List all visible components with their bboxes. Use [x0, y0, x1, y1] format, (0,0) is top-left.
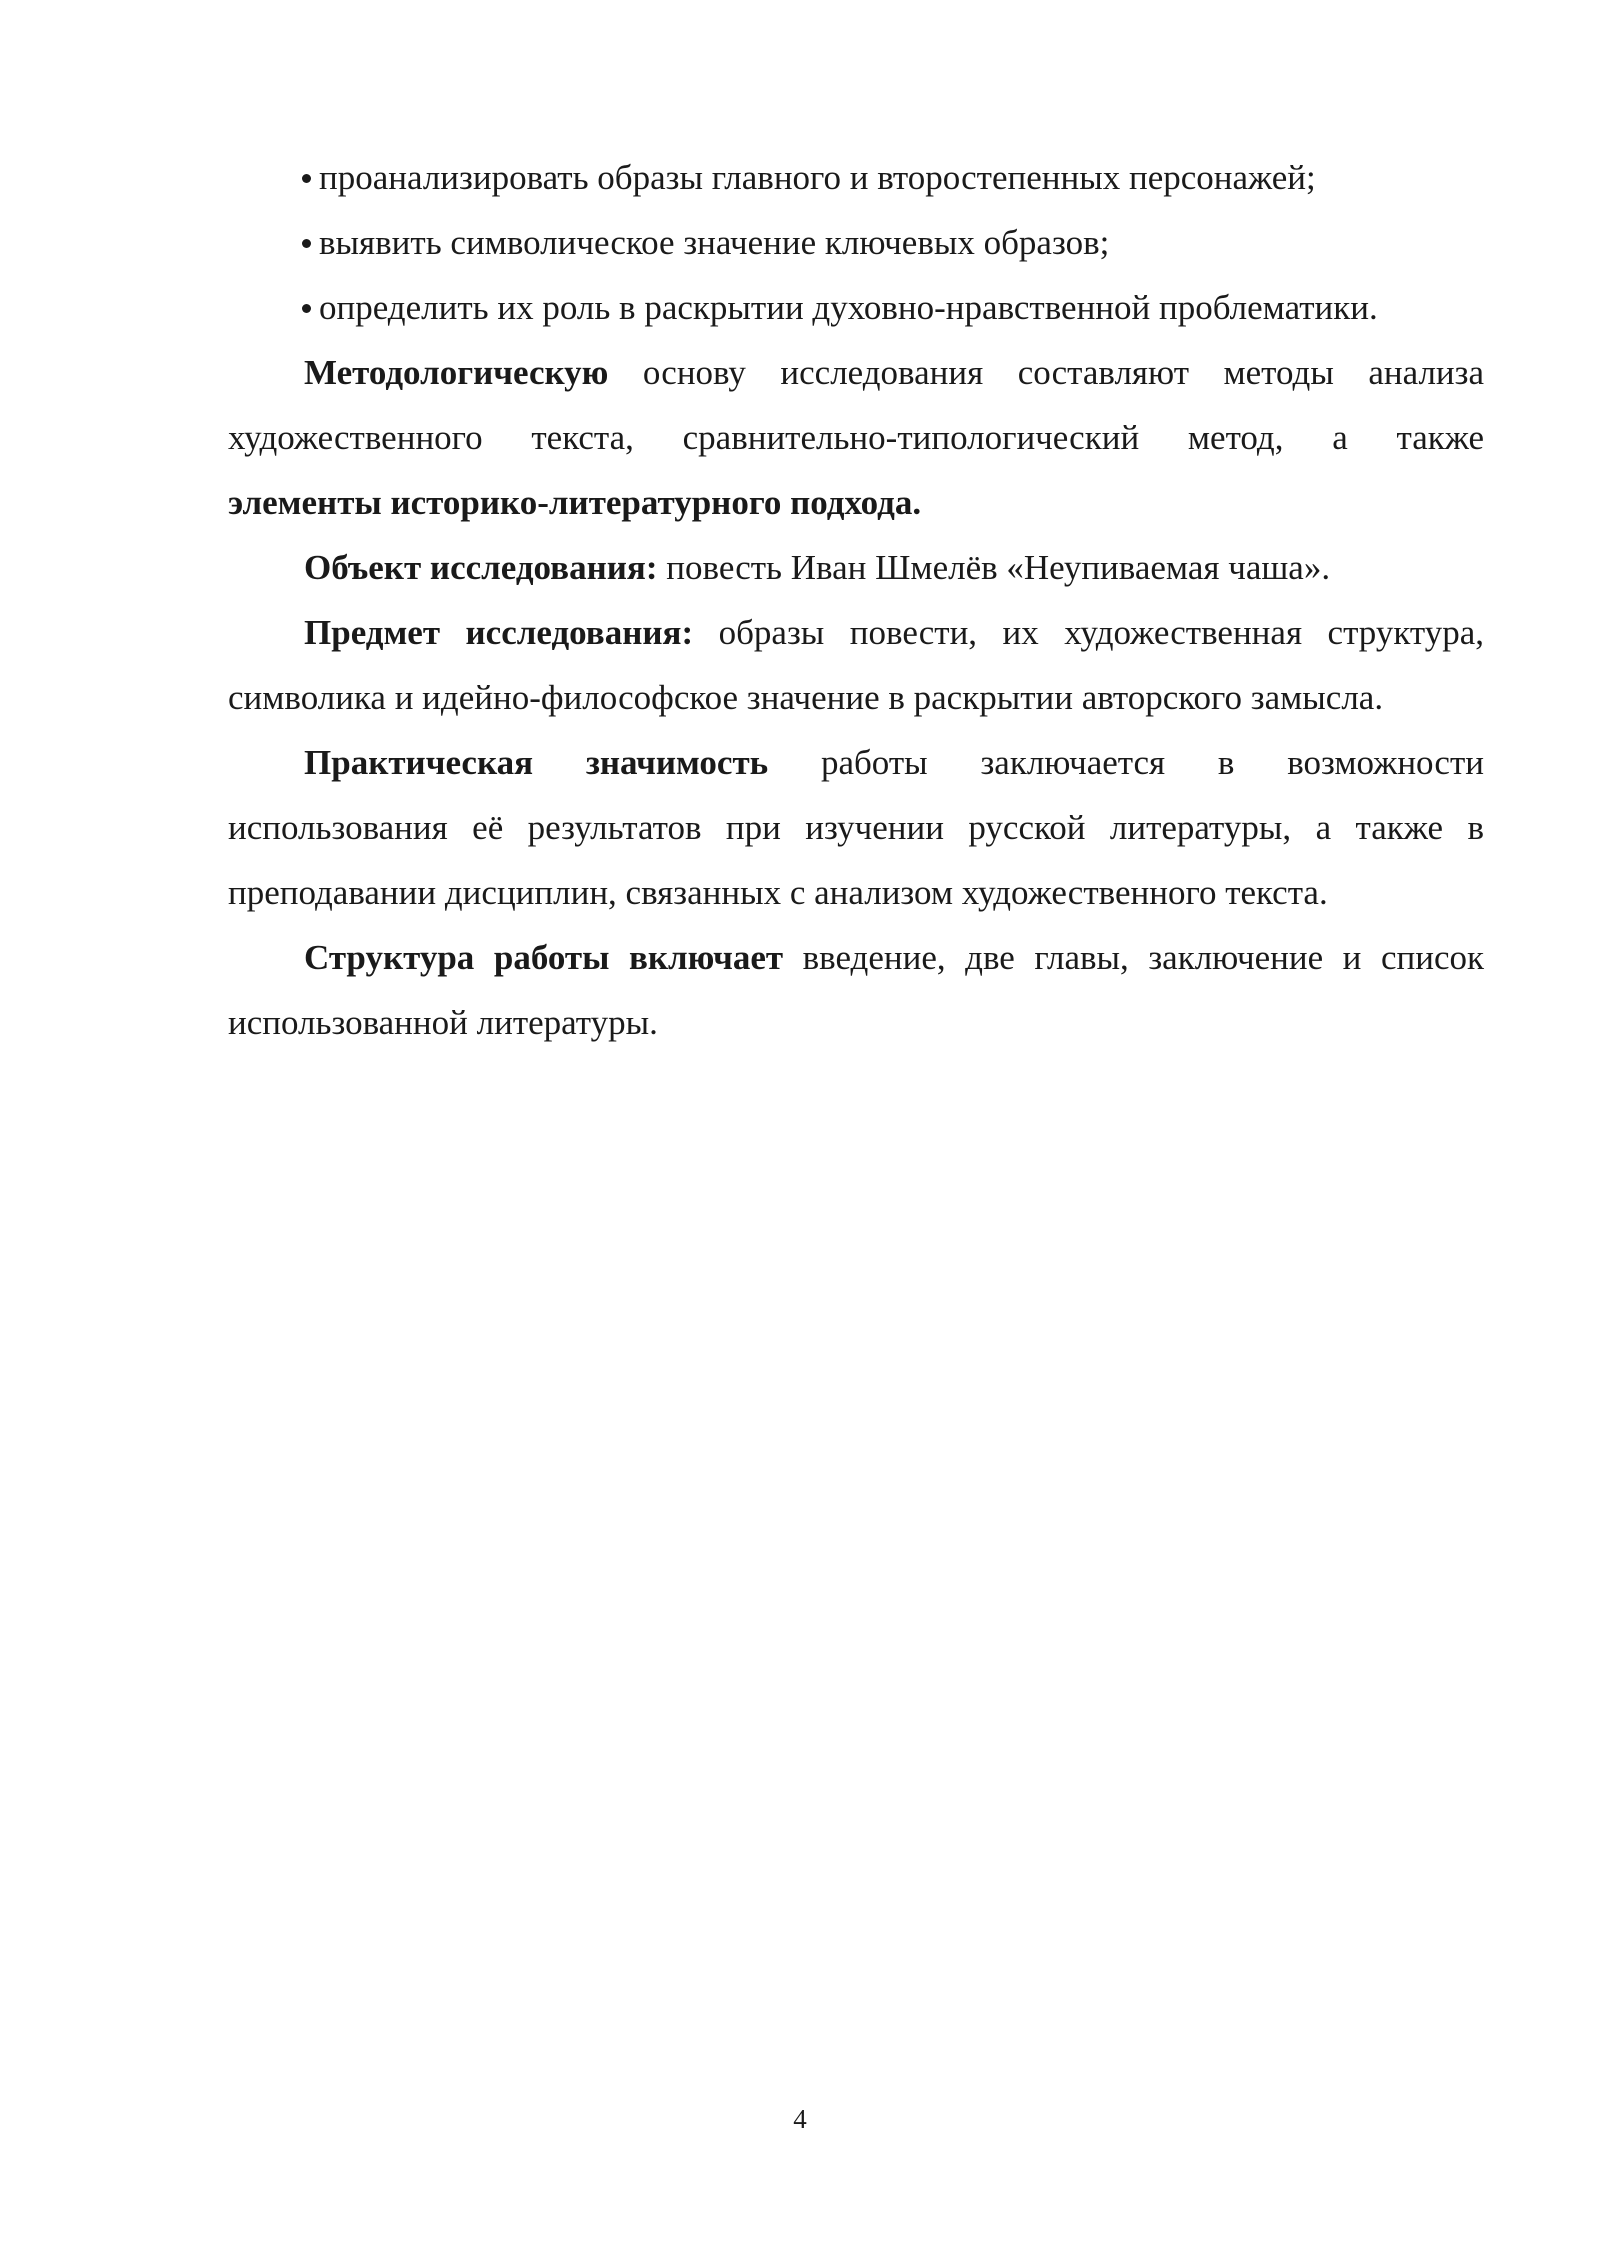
list-item: определить их роль в раскрытии духовно-нравственной проблематики. [228, 275, 1484, 340]
bullet-icon [302, 239, 311, 248]
subject-paragraph-line-1: Предмет исследования: образы повести, их художественная структура, [304, 613, 1484, 652]
methodology-label: Методологическую [304, 353, 609, 392]
bullet-icon [302, 174, 311, 183]
page-number: 4 [793, 2104, 807, 2134]
subject-paragraph-line-2: символика и идейно-философское значение в раскрытии авторского замысла. [228, 678, 1384, 717]
structure-label: Структура работы включает [304, 938, 784, 977]
practical-paragraph-line-3: преподавании дисциплин, связанных с анализом художественного текста. [228, 873, 1328, 912]
methodology-paragraph-line-1: Методологическую основу исследования составляют методы анализа [304, 353, 1484, 392]
subject-label: Предмет исследования: [304, 613, 694, 652]
methodology-paragraph-line-3: элементы историко-литературного подхода. [228, 483, 922, 522]
methodology-paragraph-line-2: художественного текста, сравнительно-типологический метод, а также [228, 418, 1484, 457]
object-label: Объект исследования: [304, 548, 658, 587]
practical-label: Практическая значимость [304, 743, 769, 782]
object-paragraph: Объект исследования: повесть Иван Шмелёв «Неупиваемая чаша». [304, 548, 1331, 587]
list-item: проанализировать образы главного и второстепенных персонажей; [228, 145, 1484, 210]
structure-paragraph-line-1: Структура работы включает введение, две главы, заключение и список [304, 938, 1484, 977]
structure-paragraph-line-2: использованной литературы. [228, 1003, 658, 1042]
practical-paragraph-line-2: использования её результатов при изучении русской литературы, а также в [228, 808, 1484, 847]
list-item: выявить символическое значение ключевых образов; [228, 210, 1484, 275]
bullet-icon [302, 304, 311, 313]
body-text [228, 145, 1484, 1055]
practical-paragraph-line-1: Практическая значимость работы заключается в возможности [304, 743, 1484, 782]
